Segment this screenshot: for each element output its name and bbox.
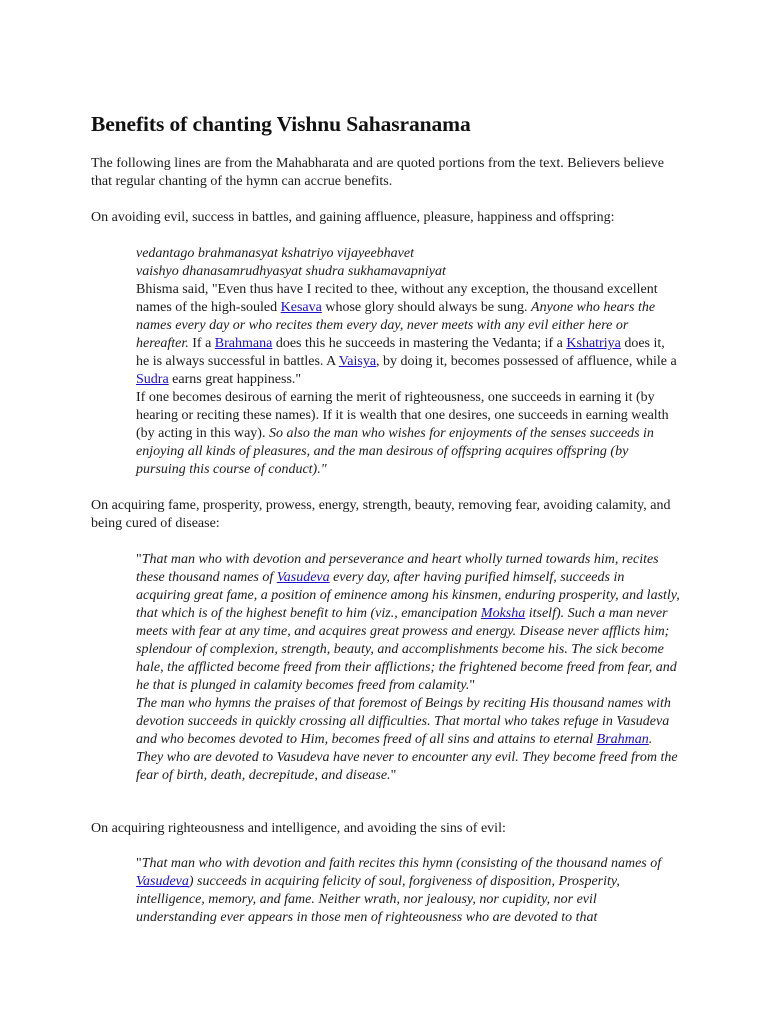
link-brahman[interactable]: Brahman <box>596 732 649 747</box>
link-vasudeva[interactable]: Vasudeva <box>276 570 330 585</box>
quote-paragraph: "That man who with devotion and faith recites this hymn (consisting of the thousand names of Vasudeva) succeeds in acquiring felicity of soul, forgiveness of disposition, Prosperity, intelligence, memory, and fame. Neither wrath, nor jealousy, nor cupidity, nor evil understanding ever appears in those men of righteousness who are devoted to that <box>136 856 662 925</box>
link-vaisya[interactable]: Vaisya <box>338 354 377 369</box>
sanskrit-verse <box>136 245 681 281</box>
blockquote-righteousness <box>136 855 681 927</box>
quote-paragraph: If one becomes desirous of earning the merit of righteousness, one succeeds in earning it (by hearing or reciting these names). If it is wealth that one desires, one succeeds in earning wealth (by acting in this way). So also the man who wishes for enjoyments of the senses succeeds in enjoying all kinds of pleasures, and the man desirous of offspring acquires offspring (by pursuing this course of conduct)." <box>136 390 669 477</box>
link-moksha[interactable]: Moksha <box>480 606 526 621</box>
link-kshatriya[interactable]: Kshatriya <box>566 336 621 351</box>
section-heading-righteousness: On acquiring righteousness and intelligence, and avoiding the sins of evil: <box>91 821 506 836</box>
sanskrit-line: vaishyo dhanasamrudhyasyat shudra sukhamavapniyat <box>136 264 446 279</box>
sanskrit-line: vedantago brahmanasyat kshatriyo vijayeebhavet <box>136 246 414 261</box>
link-kesava[interactable]: Kesava <box>280 300 322 315</box>
quote-paragraph: Bhisma said, "Even thus have I recited to thee, without any exception, the thousand excellent names of the high-souled Kesava whose glory should always be sung. Anyone who hears the names every day or who recites them every day, never meets with any evil either here or hereafter. If a Brahmana does this he succeeds in mastering the Vedanta; if a Kshatriya does it, he is always successful in battles. A Vaisya, by doing it, becomes possessed of affluence, while a Sudra earns great happiness." <box>136 282 677 387</box>
section-heading-evil-battles: On avoiding evil, success in battles, and gaining affluence, pleasure, happiness and offspring: <box>91 210 615 225</box>
blockquote-vasudeva <box>136 551 681 785</box>
intro-paragraph: The following lines are from the Mahabharata and are quoted portions from the text. Believers believe that regular chanting of the hymn can accrue benefits. <box>91 156 665 189</box>
page-title: Benefits of chanting Vishnu Sahasranama <box>91 112 471 136</box>
blockquote-bhisma <box>136 245 681 479</box>
section-heading-fame-prosperity: On acquiring fame, prosperity, prowess, energy, strength, beauty, removing fear, avoiding calamity, and being cured of disease: <box>91 498 671 531</box>
quote-paragraph: "That man who with devotion and perseverance and heart wholly turned towards him, recites these thousand names of Vasudeva every day, after having purified himself, succeeds in acquiring great fame, a position of eminence among his kinsmen, enduring prosperity, and lastly, that which is of the highest benefit to him (viz., emancipation Moksha itself). Such a man never meets with fear at any time, and acquires great prowess and energy. Disease never afflicts him; splendour of complexion, strength, beauty, and accomplishments become his. The sick become hale, the afflicted become freed from their afflictions; the frightened become freed from fear, and he that is plunged in calamity becomes freed from calamity." <box>136 552 680 693</box>
link-vasudeva[interactable]: Vasudeva <box>136 874 189 889</box>
link-brahmana[interactable]: Brahmana <box>214 336 273 351</box>
link-sudra[interactable]: Sudra <box>136 372 169 387</box>
quote-paragraph: The man who hymns the praises of that foremost of Beings by reciting His thousand names with devotion succeeds in quickly crossing all difficulties. That mortal who takes refuge in Vasudeva and who becomes devoted to Him, becomes freed of all sins and attains to eternal Brahman. They who are devoted to Vasudeva have never to encounter any evil. They become freed from the fear of birth, death, decrepitude, and disease." <box>136 696 678 783</box>
